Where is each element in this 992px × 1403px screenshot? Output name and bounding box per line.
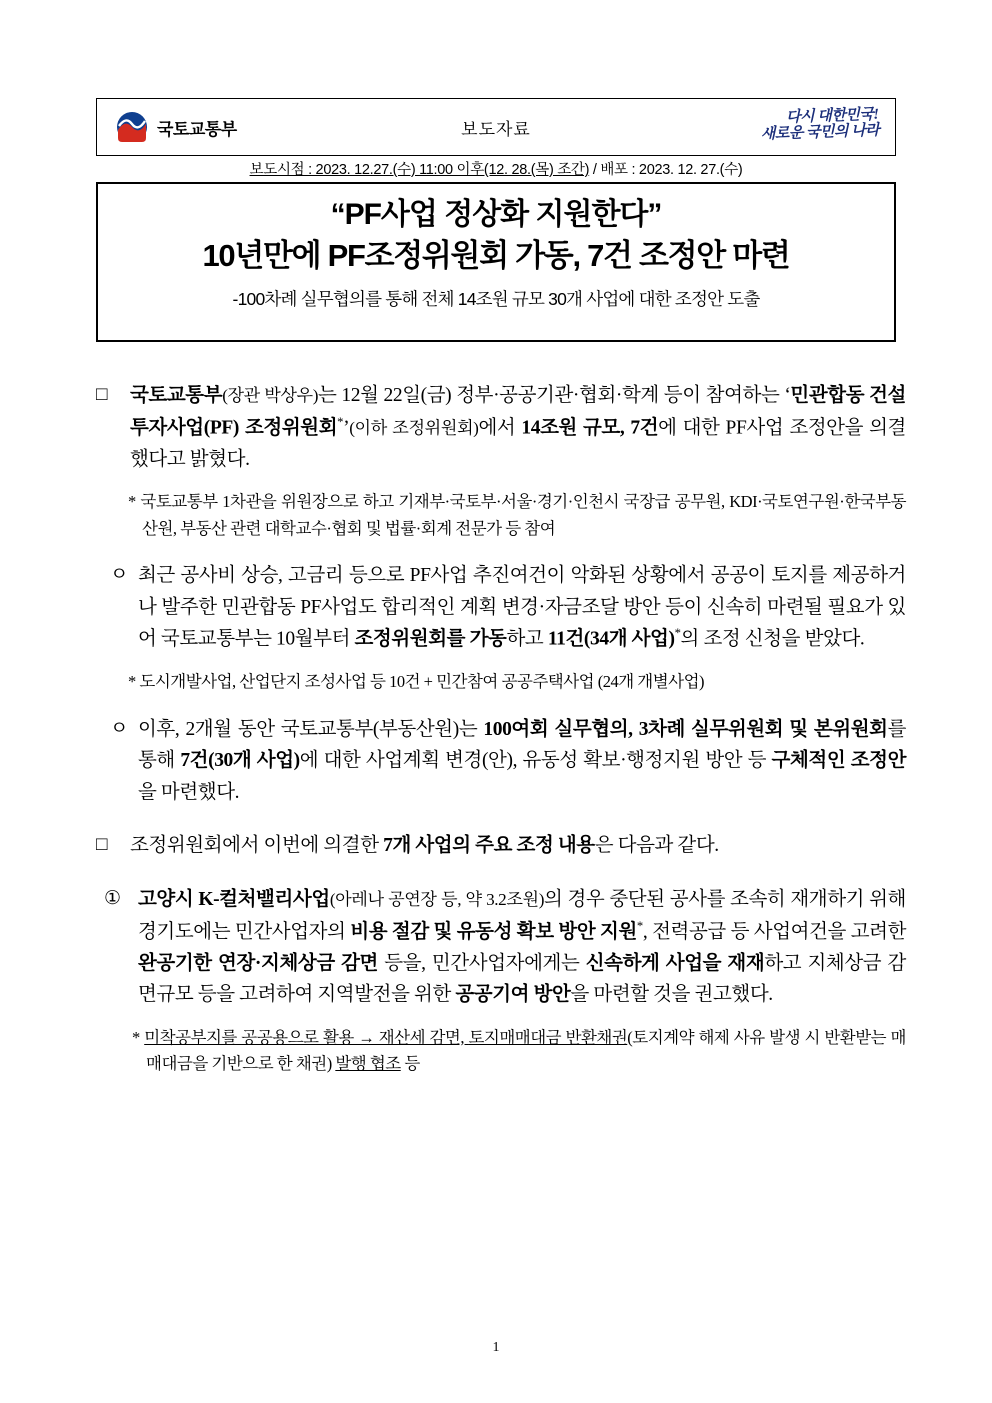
p4-seg-3: 은 다음과 같다. [594,835,719,857]
p1-footnote-marker: * [337,414,344,429]
footnote-1-text: 국토교통부 1차관을 위원장으로 하고 기재부·국토부·서울·경기·인천시 국장급 공무원, KDI·국토연구원·한국부동산원, 부동산 관련 대학교수·협회 및 법률·회계 전문가 등 참여 [140,492,907,538]
slogan-line-1: 다시 대한민국! [785,106,879,127]
p1-seg-9: 14조원 규모, 7건 [521,417,659,439]
p3-seg-7: 을 마련했다. [138,781,240,803]
p5-seg-4: 비용 절감 및 유동성 확보 방안 지원 [350,921,637,943]
p5-seg-7: 완공기한 연장·지체상금 감면 [138,952,378,974]
p3-seg-2: 100여회 실무협의, 3차례 실무위원회 및 본위원회 [483,718,888,740]
document-header [96,98,896,156]
p5-seg-9: 신속하게 사업을 재재 [585,952,765,974]
slogan-line-2: 새로운 국민의 나라 [760,122,880,143]
footnote-1-marker: * [128,492,136,512]
p3-seg-4: 7건(30개 사업) [180,750,300,772]
p2-seg-2: 조정위원회를 가동 [354,628,507,650]
p2-footnote-marker: * [674,626,681,641]
paragraph-1 [96,380,906,475]
distribution-text: 배포 : 2023. 12. 27.(수) [600,162,743,178]
footnote-3-seg-2: 토지매매대금 반환채권 [468,1027,628,1047]
footnote-3-seg-5: 등 [400,1054,420,1074]
title-line-1: “PF사업 정상화 지원한다” [330,198,662,231]
footnote-3-seg-1: 미착공부지를 공공용으로 활용 → 재산세 감면, [144,1027,469,1047]
p1-seg-1: 국토교통부 [130,385,223,406]
p5-seg-8: 등을, 민간사업자에게는 [377,952,586,974]
p1-seg-7: (이하 조정위원회) [349,418,479,438]
government-slogan [665,107,896,147]
embargo-text: 보도시점 : 2023. 12.27.(수) 11:00 이후(12. 28.(목) 조간) [249,162,590,178]
paragraph-3 [96,714,906,809]
paragraph-4-marker: □ [96,834,108,856]
paragraph-1-marker: □ [96,384,108,405]
p3-seg-1: 이후, 2개월 동안 국토교통부(부동산원)는 [138,718,484,740]
title-line-2: 10년만에 PF조정위원회 가동, 7건 조정안 마련 [202,237,790,273]
p2-seg-4: 11건(34개 사업) [547,628,675,650]
title-block [96,182,896,342]
p5-footnote-marker: * [636,918,643,933]
p1-seg-10: 에 대한 PF사업 조정안을 의결했다고 밝혔다. [130,417,906,470]
p3-seg-5: 에 대한 사업계획 변경(안), 유동성 확보·행정지원 방안 등 [299,750,772,772]
embargo-line [96,158,896,179]
ministry-name: 국토교통부 [157,119,237,139]
paragraph-5-text [96,884,906,1011]
footnote-3 [96,1025,906,1078]
p4-seg-2: 7개 사업의 주요 조정 내용 [383,835,595,857]
p1-seg-2: (장관 박상우) [222,386,319,405]
paragraph-5-marker: ① [104,887,121,909]
ministry-emblem-icon [115,110,149,144]
footnote-3-seg-3: (토지계약 해제 사유 발생 시 반환받는 매매대금을 기반으로 한 채권) [146,1027,906,1074]
p1-seg-4: 민관합동 건설투자사업(PF) 조정위원회 [130,385,906,439]
footnote-2-text: 도시개발사업, 산업단지 조성사업 등 10건 + 민간참여 공공주택사업 (24개 개별사업) [139,672,705,692]
p5-seg-10: 하고 지체상금 감면규모 등을 고려하여 지역발전을 위한 [138,952,906,1006]
p5-seg-2: (아레나 공연장 등, 약 3.2조원) [329,889,545,909]
p5-seg-11: 공공기여 방안 [455,984,571,1006]
p4-seg-1: 조정위원회에서 이번에 의결한 [130,835,384,857]
p5-seg-3: 의 경우 중단된 공사를 조속히 재개하기 위해 경기도에는 민간사업자의 [138,888,906,943]
p2-seg-3: 하고 [506,628,548,650]
p5-seg-6: , 전력공급 등 사업여건을 고려한 [642,921,907,943]
p1-seg-3: 는 12월 22일(금) 정부·공공기관·협회·학계 등이 참여하는 ‘ [318,385,791,406]
p2-seg-1: 최근 공사비 상승, 고금리 등으로 PF사업 추진여건이 악화된 상황에서 공공이 토지를 제공하거나 발주한 민관합동 PF사업도 합리적인 계획 변경·자금조달 방안 등이 신속히 마련될 필요가 있어 국토교통부는 10월부터 [138,565,906,650]
paragraph-2 [96,560,906,655]
paragraph-4 [96,830,906,862]
paragraph-3-marker: ㅇ [110,717,128,739]
p1-seg-6: ’ [343,417,350,439]
page-number: 1 [492,1340,500,1355]
ministry-identity [97,110,327,144]
document-body [96,380,906,1096]
footnote-1 [96,489,906,542]
p5-seg-1: 고양시 K-컬처밸리사업 [138,888,330,910]
footnote-2-marker: * [128,672,136,692]
paragraph-3-text [96,714,906,809]
embargo-separator: / [589,162,601,178]
p1-seg-8: 에서 [478,417,522,439]
p3-seg-6: 구체적인 조정안 [771,750,907,772]
paragraph-1-text [96,380,906,475]
paragraph-2-marker: ㅇ [110,564,128,586]
paragraph-2-text [96,560,906,655]
document-type-label: 보도자료 [461,119,531,139]
p2-seg-6: 의 조정 신청을 받았다. [680,628,865,650]
paragraph-4-text [96,830,906,862]
paragraph-5 [96,884,906,1011]
footnote-3-marker: * [132,1027,140,1047]
footnote-2 [96,669,906,695]
p5-seg-12: 을 마련할 것을 권고했다. [570,984,773,1006]
p3-seg-3: 를 통해 [138,718,907,772]
footnote-3-seg-4: 발행 협조 [335,1054,401,1074]
title-subtitle: -100차례 실무협의를 통해 전체 14조원 규모 30개 사업에 대한 조정안 도출 [232,288,760,309]
